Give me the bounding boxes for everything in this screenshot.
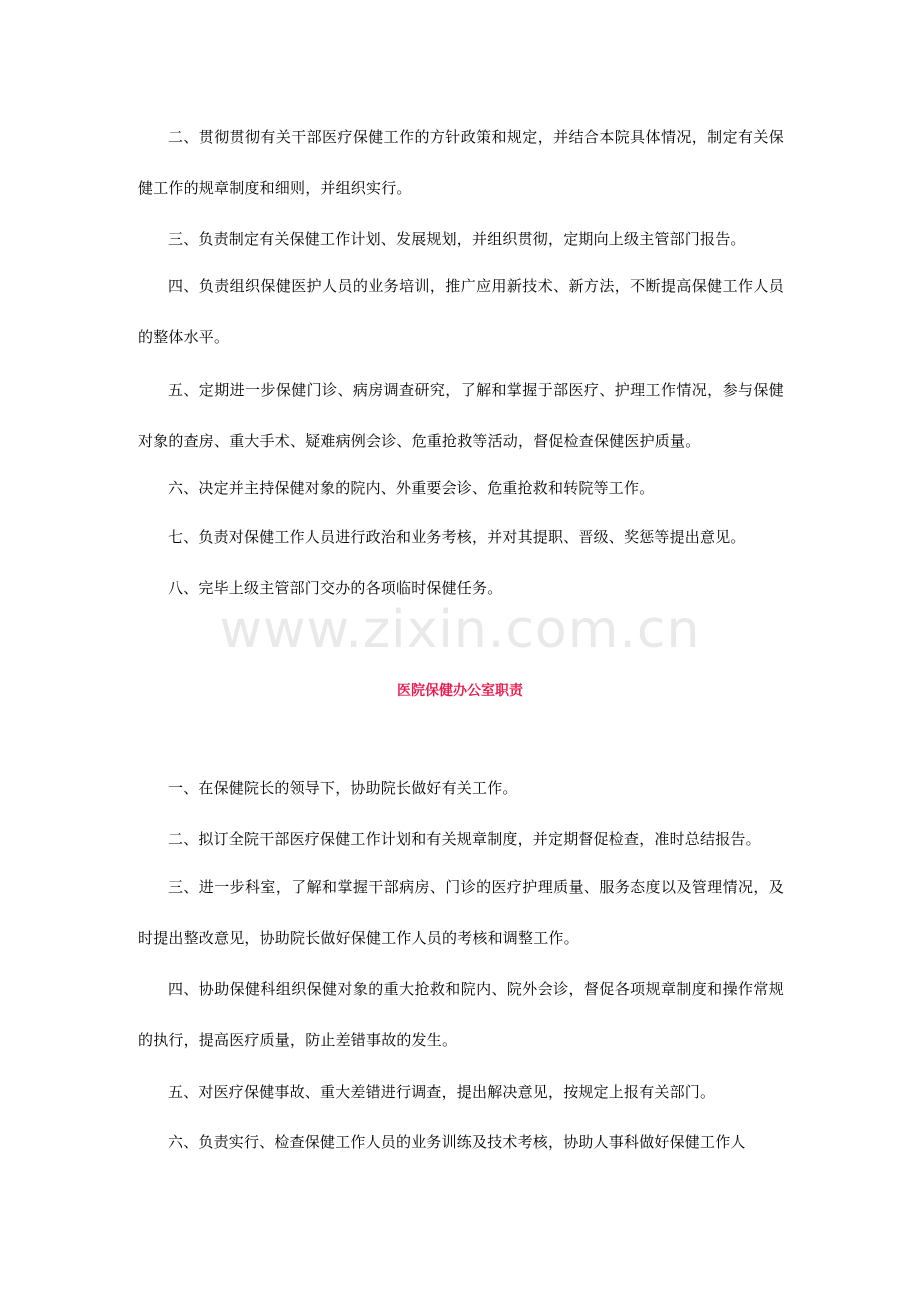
duty-2: 二、拟订全院干部医疗保健工作计划和有关规章制度，并定期督促检查，准时总结报告。 — [168, 830, 761, 848]
paragraph-8: 八、完毕上级主管部门交办的各项临时保健任务。 — [168, 579, 503, 597]
duty-6: 六、负责实行、检查保健工作人员的业务训练及技术考核，协助人事科做好保健工作人 — [168, 1133, 746, 1151]
watermark: www.zixin.com.cn — [219, 600, 701, 660]
duty-5: 五、对医疗保健事故、重大差错进行调查，提出解决意见，按规定上报有关部门。 — [168, 1083, 716, 1101]
paragraph-5: 五、定期进一步保健门诊、病房调查研究，了解和掌握于部医疗、护理工作情况，参与保健对象的查房、重大手术、疑难病例会诊、危重抢救等活动，督促检查保健医护质量。 — [138, 381, 784, 450]
duty-3: 三、进一步科室，了解和掌握干部病房、门诊的医疗护理质量、服务态度以及管理情况，及时提出整改意见，协助院长做好保健工作人员的考核和调整工作。 — [138, 878, 784, 947]
section-title: 医院保健办公室职责 — [397, 683, 523, 699]
paragraph-3: 三、负责制定有关保健工作计划、发展规划，并组织贯彻，定期向上级主管部门报告。 — [168, 230, 746, 248]
paragraph-7: 七、负责对保健工作人员进行政治和业务考核，并对其提职、晋级、奖惩等提出意见。 — [168, 528, 746, 546]
paragraph-2: 二、贯彻贯彻有关干部医疗保健工作的方针政策和规定，并结合本院具体情况，制定有关保健工作的规章制度和细则，并组织实行。 — [138, 128, 784, 197]
duty-4: 四、协助保健科组织保健对象的重大抢救和院内、院外会诊，督促各项规章制度和操作常规的执行，提高医疗质量，防止差错事故的发生。 — [138, 980, 784, 1049]
paragraph-4: 四、负责组织保健医护人员的业务培训，推广应用新技术、新方法，不断提高保健工作人员的整体水平。 — [138, 277, 784, 346]
paragraph-6: 六、决定并主持保健对象的院内、外重要会诊、危重抢救和转院等工作。 — [168, 479, 655, 497]
duty-1: 一、在保健院长的领导下，协助院长做好有关工作。 — [168, 779, 518, 797]
